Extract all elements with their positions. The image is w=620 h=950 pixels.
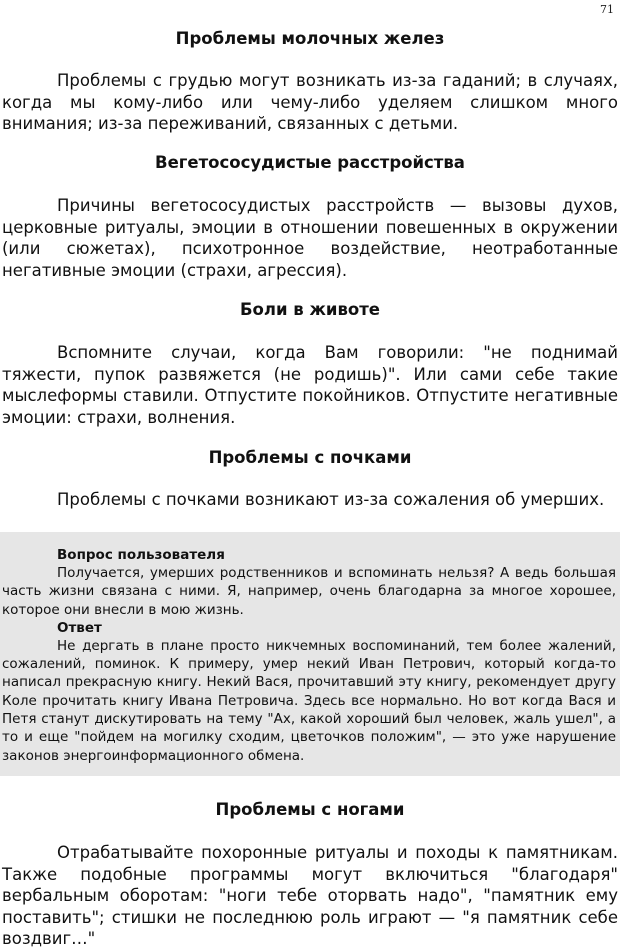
qa-box xyxy=(0,532,620,776)
section-title-legs: Проблемы с ногами xyxy=(215,800,405,819)
section-title-stomach: Боли в животе xyxy=(239,300,380,319)
answer-text: Не дергать в плане просто никчемных воспоминаний, тем более жалений, сожалений, поминок. К примеру, умер некий Иван Петрович, который когда-то написал прекрасную книгу. Некий Вася, прочитавший эту книгу, рекомендует другу Коле прочитать книгу Ивана Петровича. Здесь все нормально. Но вот когда Вася и Петя станут дискутировать на тему "Ах, какой хороший был человек, жаль ушел", а то и еще "пойдем на могилку сходим, цветочков положим", — это уже нарушение законов энергоинформационного обмена. xyxy=(2,637,616,764)
question-heading: Вопрос пользователя xyxy=(57,547,225,563)
section-title-breast: Проблемы молочных желез xyxy=(175,29,445,48)
question-text: Получается, умерших родственников и вспоминать нельзя? А ведь большая часть жизни связана с ними. Я, например, очень благодарна за многое хорошее, которое они внесли в мою жизнь. xyxy=(2,565,616,618)
section-title-vegetovascular: Вегетососудистые расстройства xyxy=(155,153,465,172)
section-text-stomach: Вспомните случаи, когда Вам говорили: "не поднимай тяжести, пупок развяжется (не родишь)". Или сами себе такие мыслеформы ставили. Отпустите покойников. Отпустите негативные эмоции: страхи, волнения. xyxy=(2,343,618,427)
section-title-kidneys: Проблемы с почками xyxy=(208,448,412,467)
section-text-breast: Проблемы с грудью могут возникать из-за гаданий; в случаях, когда мы кому-либо или чему-либо уделяем слишком много внимания; из-за переживаний, связанных с детьми. xyxy=(2,71,618,133)
answer-heading: Ответ xyxy=(57,619,102,636)
page-number: 71 xyxy=(600,3,614,16)
section-text-kidneys: Проблемы с почками возникают из-за сожаления об умерших. xyxy=(57,490,605,509)
section-text-vegetovascular: Причины вегетососудистых расстройств — вызовы духов, церковные ритуалы, эмоции в отношении повешенных в окружении (или сюжетах), психотронное воздействие, неотработанные негативные эмоции (страхи, агрессия). xyxy=(2,196,618,280)
section-text-legs: Отрабатывайте похоронные ритуалы и походы к памятникам. Также подобные программы могут включиться "благодаря" вербальным оборотам: "ноги тебе оторвать надо", "памятник ему поставить"; стишки не последнюю роль играют — "я памятник себе воздвиг…" xyxy=(2,843,618,948)
